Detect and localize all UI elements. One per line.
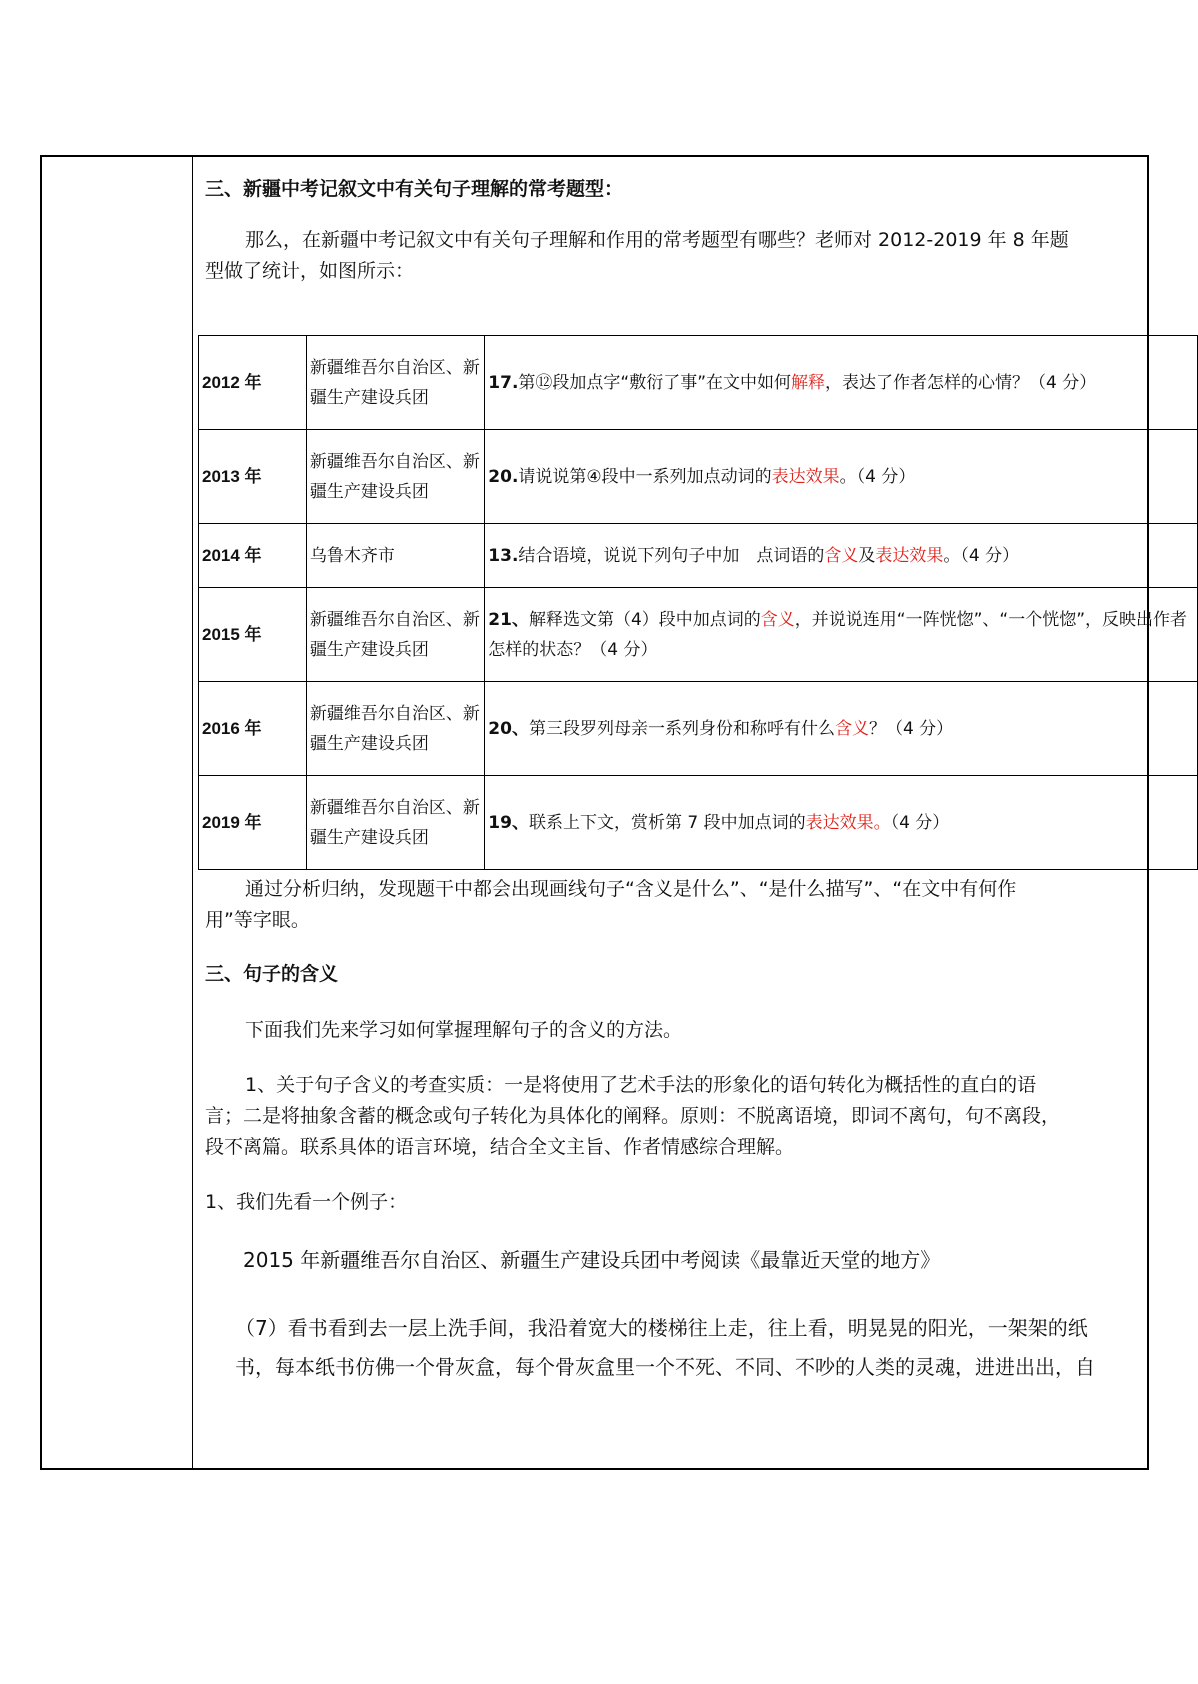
table-row — [199, 524, 1198, 588]
method-intro: 下面我们先来学习如何掌握理解句子的含义的方法。 — [245, 1019, 683, 1041]
question-number: 13. — [488, 545, 519, 566]
question-text: 第三段罗列母亲一系列身份和称呼有什么 — [528, 718, 835, 739]
analysis-line-1: 通过分析归纳，发现题干中都会出现画线句子“含义是什么”、“是什么描写”、“在文中有何作 — [245, 878, 1017, 900]
question-text: 。（4 分） — [943, 545, 1020, 566]
keyword-highlight: 含义 — [760, 609, 795, 630]
question-number: 17. — [488, 372, 519, 393]
question-text: 解释选文第（4）段中加点词的 — [528, 609, 761, 630]
question-number: 21、 — [488, 609, 529, 630]
question-cell — [485, 588, 1198, 682]
point1-line-2: 言；二是将抽象含蓄的概念或句子转化为具体化的阐释。原则：不脱离语境，即词不离句，句不离段， — [205, 1105, 1061, 1127]
question-text: 结合语境，说说下列句子中加 点词语的 — [518, 545, 825, 566]
table-row — [199, 588, 1198, 682]
keyword-highlight: 表达效果 — [875, 545, 944, 566]
question-number: 20、 — [488, 718, 529, 739]
year-cell: 2012 年 — [199, 336, 307, 430]
region-cell: 乌鲁木齐市 — [306, 524, 484, 588]
question-cell — [485, 524, 1198, 588]
intro-line-1: 那么，在新疆中考记叙文中有关句子理解和作用的常考题型有哪些？老师对 2012-2019 年 8 年题 — [245, 229, 1069, 251]
section-heading-question-types: 三、新疆中考记叙文中有关句子理解的常考题型： — [205, 178, 624, 200]
keyword-highlight: 解释 — [791, 372, 826, 393]
question-cell — [485, 682, 1198, 776]
question-cell — [485, 336, 1198, 430]
question-text: ，表达了作者怎样的心情？（4 分） — [825, 372, 1097, 393]
keyword-highlight: 含义 — [824, 545, 859, 566]
table-row — [199, 430, 1198, 524]
table-row — [199, 682, 1198, 776]
question-cell — [485, 430, 1198, 524]
question-number: 19、 — [488, 812, 529, 833]
point1-line-3: 段不离篇。联系具体的语言环境，结合全文主旨、作者情感综合理解。 — [205, 1136, 795, 1158]
document-frame — [40, 155, 1188, 1470]
question-cell — [485, 776, 1198, 870]
point1-line-1: 1、关于句子含义的考查实质：一是将使用了艺术手法的形象化的语句转化为概括性的直白的语 — [245, 1074, 1037, 1096]
passage-line-1: （7）看书看到去一层上洗手间，我沿着宽大的楼梯往上走，往上看，明晃晃的阳光，一架架的纸 — [235, 1316, 1088, 1340]
table-row — [199, 776, 1198, 870]
question-text: 请说说第④段中一系列加点动词的 — [518, 466, 772, 487]
question-text: 及 — [858, 545, 876, 566]
question-text: （4 分） — [890, 812, 950, 833]
question-text: 第⑫段加点字“敷衍了事”在文中如何 — [518, 372, 792, 393]
exam-question-table — [198, 335, 1198, 870]
passage-line-2: 书，每本纸书仿佛一个骨灰盒，每个骨灰盒里一个不死、不同、不吵的人类的灵魂，进进出出，自 — [235, 1355, 1095, 1379]
keyword-highlight: 含义 — [834, 718, 869, 739]
question-text: 。（4 分） — [839, 466, 916, 487]
region-cell: 新疆维吾尔自治区、新疆生产建设兵团 — [306, 430, 484, 524]
keyword-highlight: 表达效果 — [771, 466, 840, 487]
content-column — [193, 157, 1188, 1468]
intro-line-2: 型做了统计，如图所示： — [205, 260, 415, 282]
year-cell: 2015 年 — [199, 588, 307, 682]
year-cell: 2013 年 — [199, 430, 307, 524]
region-cell: 新疆维吾尔自治区、新疆生产建设兵团 — [306, 588, 484, 682]
year-cell: 2016 年 — [199, 682, 307, 776]
question-number: 20. — [488, 466, 519, 487]
year-cell: 2014 年 — [199, 524, 307, 588]
region-cell: 新疆维吾尔自治区、新疆生产建设兵团 — [306, 776, 484, 870]
section-heading-sentence-meaning: 三、句子的含义 — [205, 963, 339, 985]
table-row — [199, 336, 1198, 430]
region-cell: 新疆维吾尔自治区、新疆生产建设兵团 — [306, 682, 484, 776]
example-source: 2015 年新疆维吾尔自治区、新疆生产建设兵团中考阅读《最靠近天堂的地方》 — [243, 1248, 941, 1272]
question-text: ？（4 分） — [868, 718, 954, 739]
left-column — [42, 157, 193, 1468]
keyword-highlight: 表达效果。 — [805, 812, 891, 833]
region-cell: 新疆维吾尔自治区、新疆生产建设兵团 — [306, 336, 484, 430]
example-label: 1、我们先看一个例子： — [205, 1191, 408, 1213]
question-text: ，并说说连用“一阵恍惚”、“一个恍惚”，反映出作者怎样的状态？（4 分） — [488, 609, 1188, 660]
analysis-line-2: 用”等字眼。 — [205, 909, 310, 931]
question-text: 联系上下文，赏析第 7 段中加点词的 — [528, 812, 806, 833]
year-cell: 2019 年 — [199, 776, 307, 870]
